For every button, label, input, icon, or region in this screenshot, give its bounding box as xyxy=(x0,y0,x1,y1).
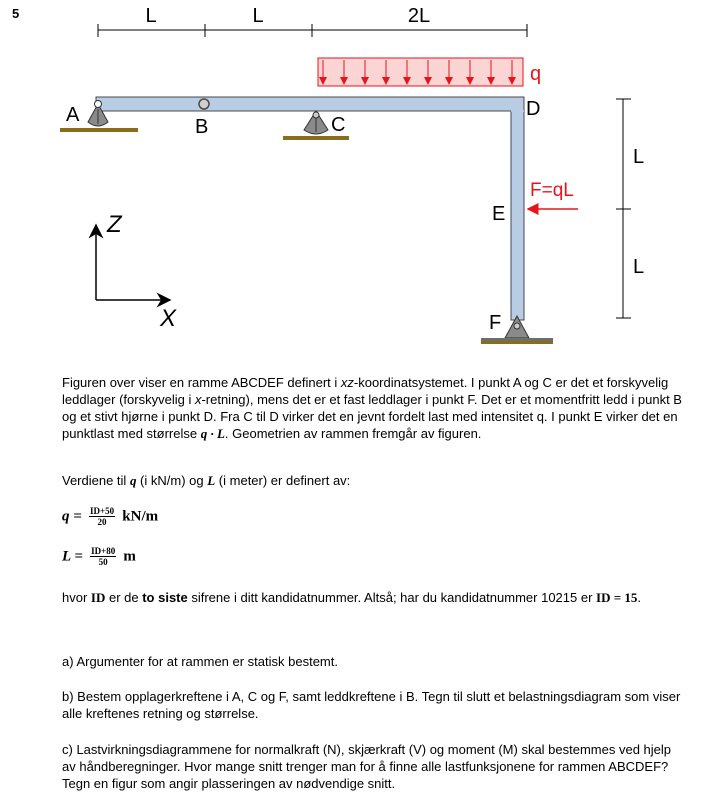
equation-q: q = $\frac{ID+50}{20}$ kN/m xyxy=(62,506,159,527)
paragraph-id: hvor ID er de to siste sifrene i ditt kandidatnummer. Altså; har du kandidatnummer 10215 er ID = 15. xyxy=(62,590,641,605)
dim-label-l2: L xyxy=(252,5,264,27)
dim-label-l1: L xyxy=(145,5,157,27)
label-f: F xyxy=(489,312,502,334)
question-c: c) Lastvirkningsdiagrammene for normalkraft (N), skjærkraft (V) og moment (M) skal bestemmes ved hjelp av håndberegninger. Hvor mange snitt trenger man for å finne alle lastfunksjonene for rammen ABCDEF? Tegn en figur som angir plasseringen av nødvendige snitt. xyxy=(62,742,672,791)
column-d-f xyxy=(511,98,524,320)
right-dimension-line xyxy=(616,99,631,318)
beam-a-d xyxy=(96,97,524,111)
axis-label-x: X xyxy=(160,305,177,332)
top-dimension-line xyxy=(98,24,527,37)
paragraph-intro: Figuren over viser en ramme ABCDEF definert i xz-koordinatsystemet. I punkt A og C er det et forskyvelig leddlager (forskyvelig i x-retning), mens det er et fast leddlager i punkt F. Det er et momentfritt ledd i punkt B og et stivt hjørne i punkt D. Fra C til D virker det en jevnt fordelt last med intensitet q. I punkt E virker det en punktlast med størrelse q · L. Geometrien av rammen fremgår av figuren. xyxy=(62,375,682,441)
dim-label-right-lower: L xyxy=(633,256,645,278)
dim-label-right-upper: L xyxy=(633,146,645,168)
label-d: D xyxy=(526,98,541,120)
frame-figure xyxy=(0,0,712,370)
label-a: A xyxy=(66,104,80,126)
question-b: b) Bestem opplagerkreftene i A, C og F, samt leddkreftene i B. Tegn til slutt et belastningsdiagram som viser alle kreftenes retning og størrelse. xyxy=(62,689,681,721)
hinge-b xyxy=(199,99,209,109)
dim-label-2l: 2L xyxy=(407,5,431,27)
label-e: E xyxy=(492,203,506,225)
label-b: B xyxy=(195,116,209,138)
axis-label-z: Z xyxy=(107,211,122,238)
paragraph-values: Verdiene til q (i kN/m) og L (i meter) er definert av: xyxy=(62,473,351,488)
label-c: C xyxy=(331,114,346,136)
point-load-label: F=qL xyxy=(530,180,574,201)
question-a: a) Argumenter for at rammen er statisk bestemt. xyxy=(62,654,338,669)
distributed-load xyxy=(318,58,523,86)
distributed-load-label: q xyxy=(530,63,542,85)
equation-L: L = $\frac{ID+80}{50}$ m xyxy=(62,546,136,567)
question-number: 5 xyxy=(12,6,20,21)
